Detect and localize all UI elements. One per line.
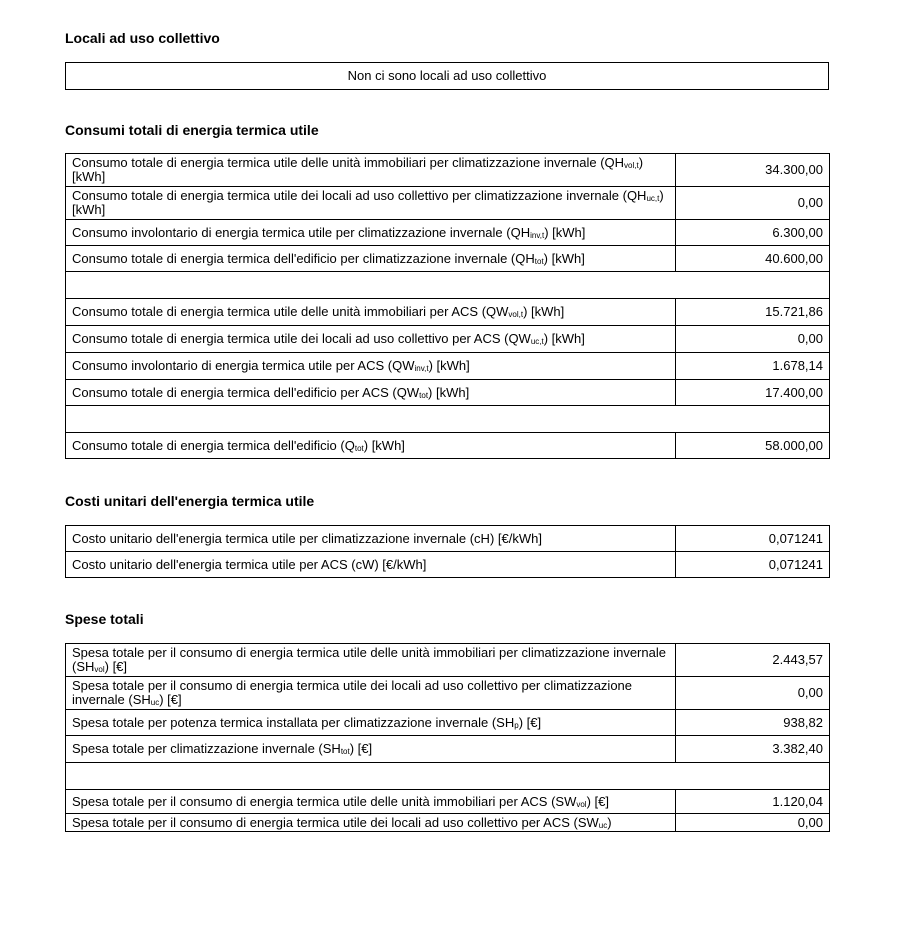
table-row bbox=[66, 353, 830, 380]
section-title-consumi: Consumi totali di energia termica utile bbox=[65, 122, 319, 138]
row-value: 40.600,00 bbox=[676, 246, 830, 272]
row-label: Consumo totale di energia termica dell'edificio per climatizzazione invernale $(QH_{tot})$ [kWh] bbox=[66, 246, 676, 272]
section-title-collettivo: Locali ad uso collettivo bbox=[65, 30, 220, 46]
row-label: Spesa totale per il consumo di energia termica utile delle unità immobiliari per ACS $(SW_{vol})$ [€] bbox=[66, 790, 676, 814]
spacer-cell bbox=[66, 763, 830, 790]
row-value: 1.678,14 bbox=[676, 353, 830, 380]
table-row bbox=[66, 814, 830, 832]
spacer-row bbox=[66, 763, 830, 790]
row-value: 15.721,86 bbox=[676, 299, 830, 326]
row-value: 0,071241 bbox=[676, 526, 830, 552]
row-label: Consumo totale di energia termica dell'edificio per ACS $(QW_{tot})$ [kWh] bbox=[66, 380, 676, 406]
table-row bbox=[66, 187, 830, 220]
row-label: Consumo involontario di energia termica utile per climatizzazione invernale $(QH_{inv,t})$ [kWh] bbox=[66, 220, 676, 246]
row-label: Consumo totale di energia termica utile delle unità immobiliari per ACS $(QW_{vol,t})$ [kWh] bbox=[66, 299, 676, 326]
row-value: 0,00 bbox=[676, 814, 830, 832]
row-label: Spesa totale per climatizzazione invernale $(SH_{tot})$ [€] bbox=[66, 736, 676, 763]
row-label: Spesa totale per il consumo di energia termica utile dei locali ad uso collettivo per ACS $(SW_{uc})$ bbox=[66, 814, 676, 832]
table-row bbox=[66, 326, 830, 353]
table-row bbox=[66, 433, 830, 459]
table-row bbox=[66, 220, 830, 246]
table-row bbox=[66, 677, 830, 710]
row-value: 58.000,00 bbox=[676, 433, 830, 459]
table-row bbox=[66, 790, 830, 814]
row-label: Costo unitario dell'energia termica utile per ACS (cW) [€/kWh] bbox=[66, 552, 676, 578]
row-label: Consumo totale di energia termica utile delle unità immobiliari per climatizzazione invernale $(QH_{vol,t})$ [kWh] bbox=[66, 154, 676, 187]
row-value: 34.300,00 bbox=[676, 154, 830, 187]
row-label: Consumo involontario di energia termica utile per ACS $(QW_{inv,t})$ [kWh] bbox=[66, 353, 676, 380]
row-label: Consumo totale di energia termica dell'edificio $(Q_{tot})$ [kWh] bbox=[66, 433, 676, 459]
row-label: Spesa totale per il consumo di energia termica utile dei locali ad uso collettivo per climatizzazione invernale $(SH_{uc})$ [€] bbox=[66, 677, 676, 710]
table-row bbox=[66, 736, 830, 763]
spacer-cell bbox=[66, 272, 830, 299]
row-value: 6.300,00 bbox=[676, 220, 830, 246]
table-row bbox=[66, 552, 830, 578]
row-value: 0,00 bbox=[676, 326, 830, 353]
row-label: Consumo totale di energia termica utile dei locali ad uso collettivo per ACS $(QW_{uc,t})$ [kWh] bbox=[66, 326, 676, 353]
row-value: 2.443,57 bbox=[676, 644, 830, 677]
table-row bbox=[66, 299, 830, 326]
table-row bbox=[66, 380, 830, 406]
table-row bbox=[66, 526, 830, 552]
table-row bbox=[66, 644, 830, 677]
row-value: 0,00 bbox=[676, 187, 830, 220]
spacer-row bbox=[66, 272, 830, 299]
row-value: 0,00 bbox=[676, 677, 830, 710]
row-value: 0,071241 bbox=[676, 552, 830, 578]
row-label: Spesa totale per il consumo di energia termica utile delle unità immobiliari per climatizzazione invernale $(SH_{vol})$ [€] bbox=[66, 644, 676, 677]
row-value: 1.120,04 bbox=[676, 790, 830, 814]
consumi-table bbox=[65, 153, 830, 459]
row-label: Consumo totale di energia termica utile dei locali ad uso collettivo per climatizzazione invernale $(QH_{uc,t})$ [kWh] bbox=[66, 187, 676, 220]
spacer-row bbox=[66, 406, 830, 433]
table-row bbox=[66, 710, 830, 736]
row-value: 938,82 bbox=[676, 710, 830, 736]
row-value: 3.382,40 bbox=[676, 736, 830, 763]
row-label: Costo unitario dell'energia termica utile per climatizzazione invernale (cH) [€/kWh] bbox=[66, 526, 676, 552]
table-row bbox=[66, 246, 830, 272]
collettivo-table bbox=[65, 62, 829, 90]
section-title-spese: Spese totali bbox=[65, 611, 144, 627]
spese-table bbox=[65, 643, 830, 832]
costi-table bbox=[65, 525, 830, 578]
table-row bbox=[66, 154, 830, 187]
spacer-cell bbox=[66, 406, 830, 433]
row-label: Spesa totale per potenza termica installata per climatizzazione invernale $(SH_p)$ [€] bbox=[66, 710, 676, 736]
row-value: 17.400,00 bbox=[676, 380, 830, 406]
section-title-costi: Costi unitari dell'energia termica utile bbox=[65, 493, 315, 509]
collettivo-message: Non ci sono locali ad uso collettivo bbox=[66, 63, 829, 90]
